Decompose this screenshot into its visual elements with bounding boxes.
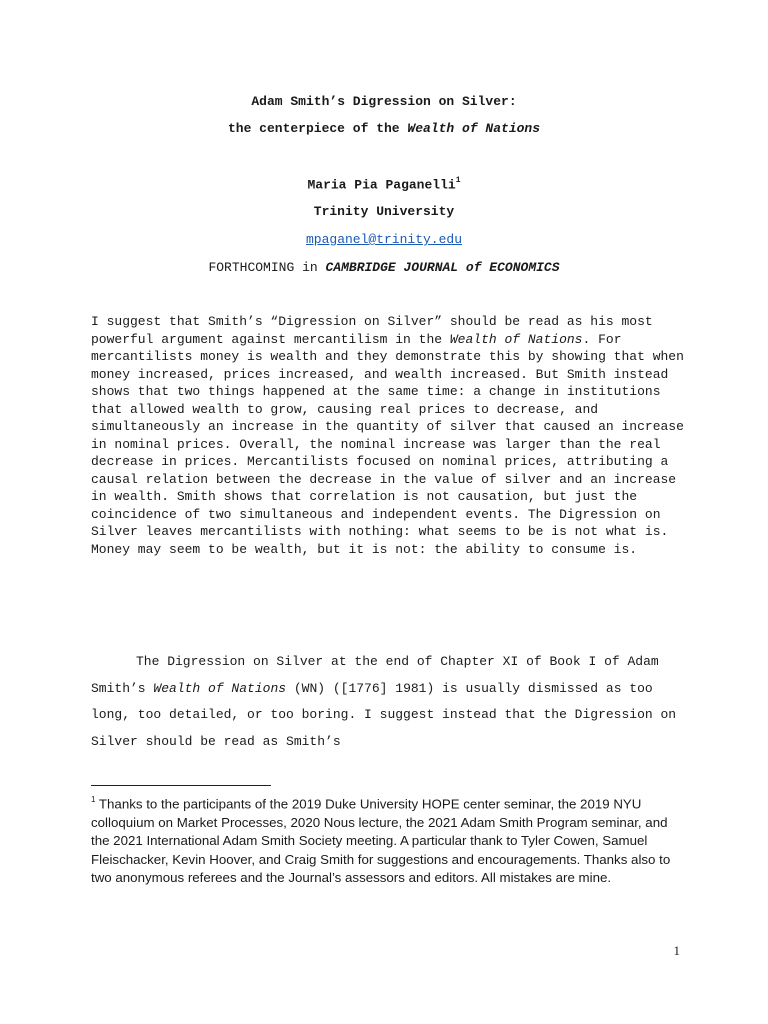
paper-title-line2 (0, 121, 768, 136)
abstract-paragraph (91, 313, 691, 558)
page-number: 1 (673, 943, 680, 958)
body-italic: Wealth of Nations (153, 680, 287, 696)
paper-title-line1: Adam Smith’s Digression on Silver: (251, 94, 517, 109)
title-line2-text: the centerpiece of the (227, 121, 408, 136)
abstract-text-1: I suggest that Smith’s “Digression on Silver” should be read as his most powerful argument against mercantilism in the (91, 314, 653, 347)
footnote-separator (91, 785, 271, 786)
email-link[interactable]: mpaganel@trinity.edu (305, 232, 463, 247)
footnote-mark: 1 (91, 795, 96, 804)
author-text: Maria Pia Paganelli (307, 177, 456, 193)
author-footnote-mark: 1 (455, 176, 461, 185)
abstract-italic: Wealth of Nations (449, 331, 583, 347)
journal-name: CAMBRIDGE JOURNAL of ECONOMICS (325, 260, 560, 275)
author-affiliation: Trinity University (313, 204, 455, 219)
body-paragraph (91, 649, 691, 755)
forthcoming-prefix: FORTHCOMING in (208, 260, 326, 275)
footnote (91, 792, 681, 887)
forthcoming-line (0, 260, 768, 275)
author-name (0, 177, 768, 192)
body-text-1: The Digression on Silver at the end of Chapter XI of Book I of Adam Smith’s (91, 654, 659, 696)
abstract-text-2: . For mercantilists money is wealth and they demonstrate this by showing that when money increased, prices increased, and wealth increased. But Smith instead shows that two things happened at the same time: a change in institutions that allowed wealth to grow, causing real prices to decrease, and simultaneously an increase in the quantity of silver that caused an increase in nominal prices. Overall, the nominal increase was larger than the real decrease in prices. Mercantilists focused on nominal prices, attributing a causal relation between the decrease in the value of silver and an increase in wealth. Smith shows that correlation is not causation, but just the coincidence of two simultaneous and independent events. The Digression on Silver leaves mercantilists with nothing: what seems to be is not what is. Money may seem to be wealth, but it is not: the ability to consume is. (91, 331, 684, 557)
body-text-2: (WN) ([1776] 1981) is usually dismissed as too long, too detailed, or too boring. I suggest instead that the Digression on Silver should be read as Smith’s (91, 680, 677, 749)
title-line2-italic: Wealth of Nations (407, 121, 541, 136)
footnote-text: Thanks to the participants of the 2019 Duke University HOPE center seminar, the 2019 NYU colloquium on Market Processes, 2020 Nous lecture, the 2021 Adam Smith Program seminar, and the 2021 International Adam Smith Society meeting. A particular thank to Tyler Cowen, Samuel Fleischacker, Kevin Hoover, and Craig Smith for suggestions and encouragements. Thanks also to two anonymous referees and the Journal’s assessors and editors. All mistakes are mine. (91, 796, 671, 886)
